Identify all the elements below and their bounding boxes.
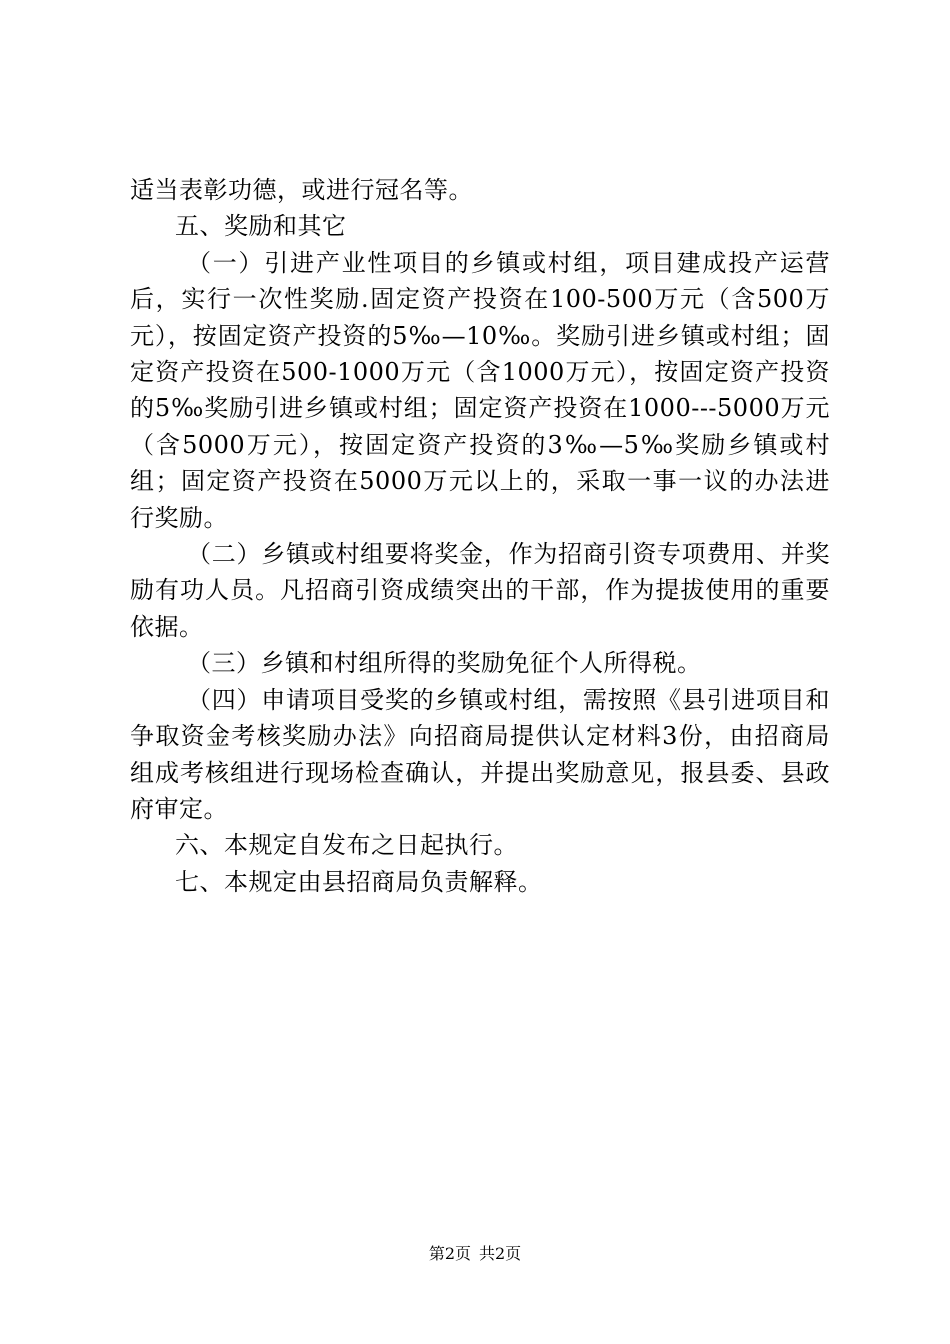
- paragraph-reward-3: （三）乡镇和村组所得的奖励免征个人所得税。: [187, 649, 702, 678]
- page-number-current: 第2页: [428, 1244, 471, 1263]
- document-body: [130, 172, 830, 900]
- page-footer: [0, 1243, 950, 1265]
- section-heading-effective: 六、本规定自发布之日起执行。: [175, 831, 518, 860]
- paragraph-reward-1: （一）引进产业性项目的乡镇或村组，项目建成投产运营后，实行一次性奖励.固定资产投资在100-500万元（含500万元），按固定资产投资的5‰—10‰。奖励引进乡镇或村组；固定资产投资在500-1000万元（含1000万元），按固定资产投资的5‰奖励引进乡镇或村组；固定资产投资在1000---5000万元（含5000万元），按固定资产投资的3‰—5‰奖励乡镇或村组；固定资产投资在5000万元以上的，采取一事一议的办法进行奖励。: [130, 248, 830, 532]
- page-number-total: 共2页: [479, 1244, 522, 1263]
- section-heading-rewards: 五、奖励和其它: [175, 212, 347, 241]
- paragraph-reward-2: （二）乡镇或村组要将奖金，作为招商引资专项费用、并奖励有功人员。凡招商引资成绩突出的干部，作为提拔使用的重要依据。: [130, 540, 830, 641]
- section-heading-interpretation: 七、本规定由县招商局负责解释。: [175, 867, 543, 896]
- paragraph-continuation: 适当表彰功德，或进行冠名等。: [130, 176, 473, 204]
- paragraph-reward-4: （四）申请项目受奖的乡镇或村组，需按照《县引进项目和争取资金考核奖励办法》向招商局提供认定材料3份，由招商局组成考核组进行现场检查确认，并提出奖励意见，报县委、县政府审定。: [130, 685, 830, 823]
